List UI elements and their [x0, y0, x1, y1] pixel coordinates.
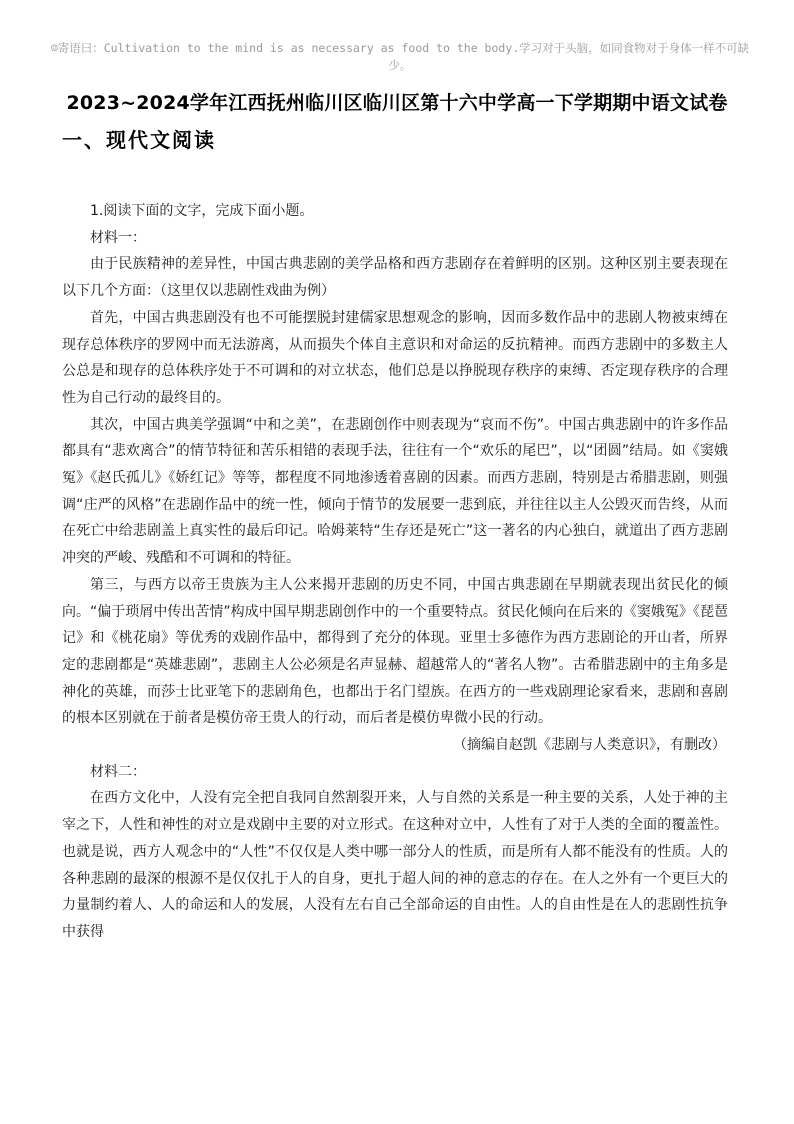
paragraph: 由于民族精神的差异性，中国古典悲剧的美学品格和西方悲剧存在着鲜明的区别。这种区别主要表现在以下几个方面：（这里仅以悲剧性戏曲为例） — [62, 256, 728, 300]
exam-title: 2023~2024学年江西抚州临川区临川区第十六中学高一下学期期中语文试卷 — [66, 92, 728, 114]
reading-passage — [62, 198, 728, 946]
section-heading: 一、现代文阅读 — [62, 128, 216, 152]
paragraph: 首先，中国古典悲剧没有也不可能摆脱封建儒家思想观念的影响，因而多数作品中的悲剧人物被束缚在现存总体秩序的罗网中而无法游离，从而损失个体自主意识和对命运的反抗精神。而西方悲剧中的多数主人公总是和现存的总体秩序处于不可调和的对立状态，他们总是以挣脱现存秩序的束缚、否定现存秩序的合理性为自己行动的最终目的。 — [62, 309, 728, 406]
source-note: （摘编自赵凯《悲剧与人类意识》，有删改） — [453, 737, 726, 754]
motto-header: ☺寄语曰：Cultivation to the mind is as necessary as food to the body.学习对于头脑，如同食物对于身体一样不可缺少。 — [50, 41, 750, 72]
material-label: 材料二： — [90, 763, 146, 780]
question-instruction: 1.阅读下面的文字，完成下面小题。 — [90, 203, 314, 219]
paragraph: 第三，与西方以帝王贵族为主人公来揭开悲剧的历史不同，中国古典悲剧在早期就表现出贫民化的倾向。“偏于琐屑中传出苦情”构成中国早期悲剧创作中的一个重要特点。贫民化倾向在后来的《窦娥冤》《琵琶记》和《桃花扇》等优秀的戏剧作品中，都得到了充分的体现。亚里士多德作为西方悲剧论的开山者，所界定的悲剧都是“英雄悲剧”，悲剧主人公必须是名声显赫、超越常人的“著名人物”。古希腊悲剧中的主角多是神化的英雄，而莎士比亚笔下的悲剧角色，也都出于名门望族。在西方的一些戏剧理论家看来，悲剧和喜剧的根本区别就在于前者是模仿帝王贵人的行动，而后者是模仿卑微小民的行动。 — [62, 576, 728, 727]
material-label: 材料一： — [90, 229, 146, 246]
paragraph: 其次，中国古典美学强调“中和之美”，在悲剧创作中则表现为“哀而不伤”。中国古典悲剧中的许多作品都具有“悲欢离合”的情节特征和苦乐相错的表现手法，往往有一个“欢乐的尾巴”，以“团圆”结局。如《窦娥冤》《赵氏孤儿》《娇红记》等等，都程度不同地渗透着喜剧的因素。而西方悲剧，特别是古希腊悲剧，则强调“庄严的风格”在悲剧作品中的统一性，倾向于情节的发展要一悲到底，并往往以主人公毁灭而告终，从而在死亡中给悲剧盖上真实性的最后印记。哈姆莱特“生存还是死亡”这一著名的内心独白，就道出了西方悲剧冲突的严峻、残酷和不可调和的特征。 — [62, 416, 728, 567]
paragraph: 在西方文化中，人没有完全把自我同自然割裂开来，人与自然的关系是一种主要的关系，人处于神的主宰之下，人性和神性的对立是戏剧中主要的对立形式。在这种对立中，人性有了对于人类的全面的覆盖性。也就是说，西方人观念中的“人性”不仅仅是人类中哪一部分人的性质，而是所有人都不能没有的性质。人的各种悲剧的最深的根源不是仅仅扎于人的自身，更扎于超人间的神的意志的存在。在人之外有一个更巨大的力量制约着人、人的命运和人的发展，人没有左右自己全部命运的自由性。人的自由性是在人的悲剧性抗争中获得 — [62, 790, 728, 940]
